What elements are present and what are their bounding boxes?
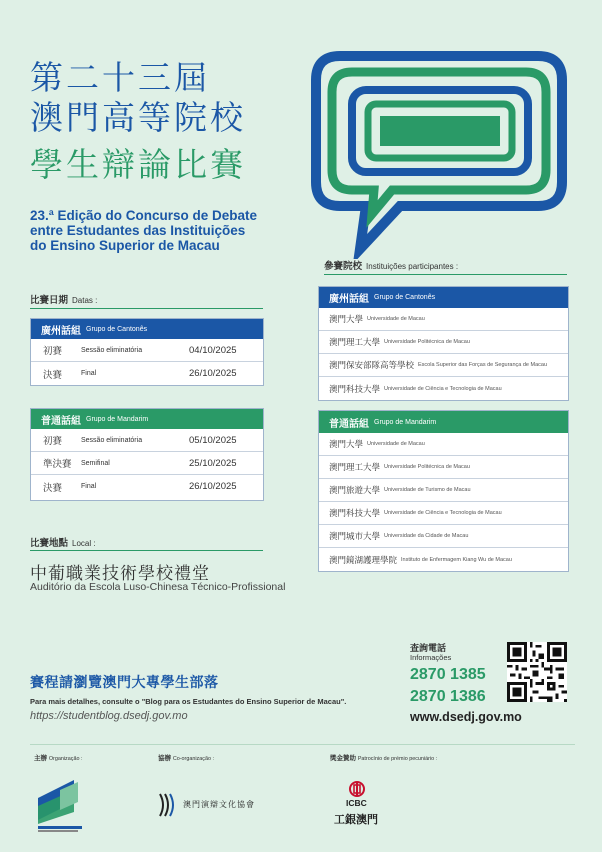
table-row [31, 429, 263, 452]
venue-name-zh: 中葡職業技術學校禮堂 [30, 564, 210, 583]
institution-pt: Universidade de Turismo de Macau [384, 487, 471, 493]
group-name-pt: Grupo de Cantonês [374, 294, 436, 301]
coorganizer-label-zh: 協辦 [158, 755, 171, 762]
footer-divider [30, 744, 575, 745]
institutions-label-pt: Instituições participantes : [366, 262, 459, 271]
contact-label-zh: 查詢電話 [410, 643, 447, 653]
dates-label-pt: Datas : [72, 296, 98, 305]
institution-zh: 澳門科技大學 [329, 383, 381, 394]
cantonese-dates-table [30, 318, 264, 386]
institution-zh: 澳門大學 [329, 439, 364, 449]
group-name-pt: Grupo de Mandarim [86, 415, 149, 423]
stage-pt: Semifinal [81, 459, 110, 467]
institution-zh: 澳門保安部隊高等學校 [329, 360, 415, 370]
list-item [319, 502, 568, 525]
table-row [31, 362, 263, 385]
stage-zh: 決賽 [43, 482, 63, 494]
blog-heading: 賽程請瀏覽澳門大專學生部落 [30, 674, 219, 690]
institution-zh: 澳門理工大學 [329, 462, 381, 472]
institution-zh: 澳門科技大學 [329, 508, 381, 518]
date-value: 04/10/2025 [189, 344, 237, 356]
group-name-pt: Grupo de Cantonês [86, 325, 148, 333]
mandarin-institutions-table [318, 410, 569, 572]
stage-zh: 初賽 [43, 436, 63, 447]
institution-pt: Universidade de Macau [367, 316, 425, 322]
stage-pt: Sessão eliminatória [81, 436, 143, 444]
title-pt-line-2: entre Estudantes das Instituições [30, 223, 246, 238]
coorganizer-logo-icon [158, 790, 180, 820]
list-item [319, 456, 568, 479]
sponsor-label [330, 753, 437, 762]
stage-pt: Sessão eliminatória [81, 346, 143, 354]
date-value: 26/10/2025 [189, 481, 237, 492]
stage-zh: 初賽 [43, 346, 63, 357]
institution-pt: Universidade de Ciência e Tecnologia de Macau [384, 385, 502, 392]
list-item [319, 331, 568, 354]
institution-zh: 澳門城市大學 [329, 531, 381, 541]
venue-label-zh: 比賽地點 [30, 538, 69, 549]
title-line-3: 學生辯論比賽 [30, 145, 246, 184]
stage-zh: 準決賽 [43, 459, 72, 470]
institution-pt: Universidade Politécnica de Macau [384, 464, 470, 470]
phone-number-1[interactable]: 2870 1385 [410, 666, 486, 683]
organizer-label-zh: 主辦 [34, 755, 47, 762]
list-item [319, 525, 568, 548]
institution-pt: Instituto de Enfermagem Kiang Wu de Macau [401, 556, 512, 563]
list-item [319, 354, 568, 377]
institution-pt: Universidade da Cidade de Macau [384, 533, 469, 539]
institution-pt: Universidade Politécnica de Macau [384, 339, 470, 345]
title-portuguese [30, 208, 275, 253]
group-name-zh: 普通話組 [329, 418, 369, 430]
institution-pt: Escola Superior das Forças de Segurança de Macau [418, 362, 548, 368]
dates-label [30, 292, 97, 306]
institutions-label [324, 258, 458, 272]
phone-number-2[interactable]: 2870 1386 [410, 688, 486, 705]
list-item [319, 308, 568, 331]
group-name-zh: 廣州話組 [329, 294, 369, 305]
date-value: 05/10/2025 [189, 434, 237, 446]
list-item [319, 548, 568, 571]
title-line-2: 澳門高等院校 [30, 98, 246, 137]
title-pt-line-3: do Ensino Superior de Macau [30, 238, 220, 253]
icbc-logo-icon [349, 781, 365, 797]
cantonese-dates-header [31, 319, 263, 339]
institutions-label-zh: 參賽院校 [324, 261, 363, 272]
dsedj-logo [34, 772, 86, 834]
group-name-zh: 普通話組 [41, 415, 81, 427]
institution-pt: Universidade de Ciência e Tecnologia de Macau [384, 510, 502, 516]
cantonese-institutions-table [318, 286, 569, 401]
venue-rule [30, 550, 263, 551]
venue-name-pt: Auditório da Escola Luso-Chinesa Técnico-Profissional [30, 581, 286, 593]
organizer-label-pt: Organização : [48, 756, 83, 762]
list-item [319, 479, 568, 502]
sponsor-label-zh: 獎金贊助 [330, 755, 356, 762]
title-line-1: 第二十三屆 [30, 58, 210, 97]
stage-zh: 決賽 [43, 369, 63, 381]
institutions-rule [324, 274, 567, 275]
blog-link[interactable]: https://studentblog.dsedj.gov.mo [30, 710, 188, 722]
sponsor-label-pt: Patrocínio de prémio pecuniário : [357, 756, 438, 762]
stage-pt: Final [81, 483, 97, 490]
mandarin-dates-header [31, 409, 263, 429]
coorganizer-label [158, 753, 214, 762]
list-item [319, 377, 568, 400]
institution-pt: Universidade de Macau [367, 441, 425, 447]
cantonese-institutions-header [319, 287, 568, 308]
table-row [31, 339, 263, 362]
mandarin-institutions-header [319, 411, 568, 433]
list-item [319, 433, 568, 456]
institution-zh: 澳門大學 [329, 314, 364, 324]
coorganizer-name: 澳門演辯文化協會 [183, 800, 255, 809]
institution-zh: 澳門鏡湖護理學院 [329, 554, 398, 565]
table-row [31, 475, 263, 498]
dates-rule [30, 308, 263, 309]
venue-label-pt: Local : [72, 539, 96, 548]
group-name-zh: 廣州話組 [41, 325, 81, 337]
icbc-name-en: ICBC [346, 798, 367, 808]
table-row [31, 452, 263, 475]
group-name-pt: Grupo de Mandarim [374, 418, 437, 426]
qr-code-icon[interactable] [507, 642, 567, 702]
icbc-name-zh: 工銀澳門 [334, 814, 378, 826]
blog-description: Para mais detalhes, consulte o "Blog para os Estudantes do Ensino Superior de Macau". [30, 697, 347, 706]
dates-label-zh: 比賽日期 [30, 295, 69, 306]
website-link[interactable]: www.dsedj.gov.mo [410, 710, 522, 724]
coorganizer-label-pt: Co-organização : [172, 756, 214, 762]
title-pt-line-1: 23.ª Edição do Concurso de Debate [30, 208, 258, 223]
institution-zh: 澳門理工大學 [329, 337, 381, 347]
contact-label-pt: Informações [410, 653, 452, 662]
date-value: 25/10/2025 [189, 457, 237, 469]
venue-label [30, 535, 96, 549]
organizer-label [34, 753, 82, 762]
date-value: 26/10/2025 [189, 368, 237, 379]
mandarin-dates-table [30, 408, 264, 501]
stage-pt: Final [81, 370, 97, 377]
speech-bubble-logo [300, 44, 572, 259]
institution-zh: 澳門旅遊大學 [329, 485, 381, 495]
